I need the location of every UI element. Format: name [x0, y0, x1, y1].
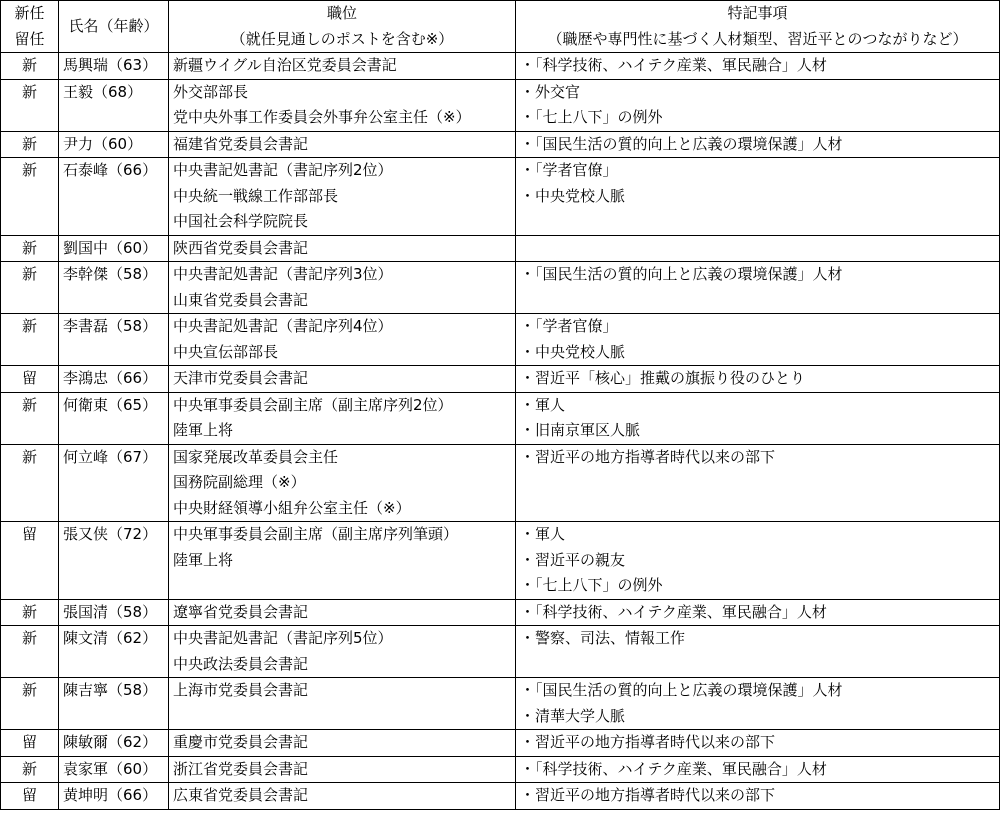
table-row	[1, 599, 1000, 626]
status-value: 新	[21, 134, 37, 153]
notes-cell	[516, 235, 1000, 262]
name-cell	[59, 131, 169, 158]
status-cell	[1, 522, 59, 600]
note-line: ・旧南京軍区人脈	[520, 421, 641, 439]
status-cell	[1, 756, 59, 783]
position-line: 国家発展改革委員会主任	[173, 447, 339, 466]
position-cell	[169, 756, 516, 783]
status-cell	[1, 366, 59, 393]
note-line: ・「七上八下」の例外	[520, 108, 663, 126]
position-line: 陸軍上将	[173, 550, 234, 569]
notes-cell	[516, 678, 1000, 730]
name-cell	[59, 599, 169, 626]
note-line: ・軍人	[520, 395, 566, 414]
status-cell	[1, 678, 59, 730]
name-cell	[59, 730, 169, 757]
position-line: 遼寧省党委員会書記	[173, 602, 309, 621]
position-cell	[169, 392, 516, 444]
position-cell	[169, 783, 516, 810]
table-row	[1, 366, 1000, 393]
position-line: 中央書記処書記（書記序列2位）	[173, 161, 393, 179]
position-line: 中央書記処書記（書記序列4位）	[173, 317, 393, 335]
table-row	[1, 235, 1000, 262]
name-cell	[59, 235, 169, 262]
table-row	[1, 262, 1000, 314]
note-line: ・習近平「核心」推戴の旗振り役のひとり	[520, 369, 806, 387]
status-cell	[1, 626, 59, 678]
notes-cell	[516, 522, 1000, 600]
notes-cell	[516, 756, 1000, 783]
name-age: 李幹傑（58）	[63, 265, 158, 283]
table-row	[1, 522, 1000, 600]
name-cell	[59, 756, 169, 783]
name-age: 劉国中（60）	[63, 238, 158, 257]
position-cell	[169, 599, 516, 626]
status-value: 留	[21, 525, 37, 543]
name-age: 何立峰（67）	[63, 447, 158, 466]
position-cell	[169, 262, 516, 314]
name-cell	[59, 392, 169, 444]
position-line: 中央宣伝部部長	[173, 342, 279, 361]
header-position-line: 職位	[326, 4, 357, 22]
header-status-line: 新任	[14, 4, 45, 22]
name-cell	[59, 626, 169, 678]
position-line: 中央軍事委員会副主席（副主席序列2位）	[173, 395, 453, 414]
name-age: 陳吉寧（58）	[63, 681, 158, 699]
name-age: 張又侠（72）	[63, 525, 158, 543]
note-line: ・「国民生活の質的向上と広義の環境保護」人材	[520, 134, 843, 153]
name-cell	[59, 158, 169, 236]
position-line: 中央政法委員会書記	[173, 654, 309, 673]
table-row	[1, 392, 1000, 444]
note-line: ・「国民生活の質的向上と広義の環境保護」人材	[520, 681, 843, 699]
table-row	[1, 756, 1000, 783]
notes-cell	[516, 158, 1000, 236]
position-line: 中央軍事委員会副主席（副主席序列筆頭）	[173, 525, 459, 543]
table-row	[1, 131, 1000, 158]
name-cell	[59, 522, 169, 600]
position-line: 山東省党委員会書記	[173, 290, 309, 309]
notes-cell	[516, 314, 1000, 366]
status-value: 留	[21, 733, 37, 751]
position-line: 党中央外事工作委員会外事弁公室主任（※）	[173, 108, 471, 126]
status-cell	[1, 314, 59, 366]
position-line: 上海市党委員会書記	[173, 681, 309, 699]
status-cell	[1, 131, 59, 158]
header-name	[59, 1, 169, 53]
notes-cell	[516, 392, 1000, 444]
notes-cell	[516, 730, 1000, 757]
position-line: 外交部部長	[173, 82, 249, 101]
notes-cell	[516, 783, 1000, 810]
position-cell	[169, 678, 516, 730]
position-cell	[169, 522, 516, 600]
status-value: 新	[21, 602, 37, 621]
position-line: 福建省党委員会書記	[173, 134, 309, 153]
header-row	[1, 1, 1000, 53]
note-line: ・「学者官僚」	[520, 317, 618, 335]
note-line: ・中央党校人脈	[520, 342, 626, 361]
status-value: 新	[21, 161, 37, 179]
name-age: 黄坤明（66）	[63, 786, 158, 804]
header-position-line: （就任見通しのポストを含む※）	[230, 29, 454, 48]
name-cell	[59, 262, 169, 314]
name-cell	[59, 53, 169, 80]
status-value: 新	[21, 681, 37, 699]
position-cell	[169, 626, 516, 678]
status-cell	[1, 783, 59, 810]
status-value: 新	[21, 395, 37, 414]
table-row	[1, 783, 1000, 810]
table-row	[1, 678, 1000, 730]
status-cell	[1, 158, 59, 236]
name-age: 何衛東（65）	[63, 395, 158, 414]
status-cell	[1, 599, 59, 626]
table-row	[1, 314, 1000, 366]
name-age: 陳文清（62）	[63, 629, 158, 647]
name-age: 李鴻忠（66）	[63, 369, 158, 387]
status-cell	[1, 392, 59, 444]
notes-cell	[516, 444, 1000, 522]
header-notes	[516, 1, 1000, 53]
name-age: 李書磊（58）	[63, 317, 158, 335]
status-value: 新	[21, 82, 37, 101]
name-age: 袁家軍（60）	[63, 759, 158, 778]
name-age: 馬興瑞（63）	[63, 56, 158, 74]
notes-cell	[516, 53, 1000, 80]
header-notes-line: 特記事項	[727, 4, 788, 22]
position-line: 新疆ウイグル自治区党委員会書記	[173, 56, 397, 74]
position-cell	[169, 158, 516, 236]
table-body	[1, 53, 1000, 810]
name-age: 王毅（68）	[63, 82, 143, 101]
position-line: 中央財経領導小組弁公室主任（※）	[173, 498, 411, 517]
status-cell	[1, 262, 59, 314]
status-cell	[1, 444, 59, 522]
note-line: ・軍人	[520, 525, 566, 543]
note-line: ・外交官	[520, 82, 581, 101]
note-line: ・「科学技術、ハイテク産業、軍民融合」人材	[520, 56, 827, 74]
table-row	[1, 730, 1000, 757]
position-line: 国務院副総理（※）	[173, 473, 306, 491]
position-cell	[169, 131, 516, 158]
name-age: 石泰峰（66）	[63, 161, 158, 179]
status-value: 新	[21, 447, 37, 466]
notes-cell	[516, 366, 1000, 393]
table-row	[1, 626, 1000, 678]
position-cell	[169, 235, 516, 262]
status-cell	[1, 235, 59, 262]
position-cell	[169, 444, 516, 522]
status-cell	[1, 53, 59, 80]
note-line: ・「科学技術、ハイテク産業、軍民融合」人材	[520, 602, 827, 621]
status-value: 留	[21, 369, 37, 387]
name-cell	[59, 444, 169, 522]
position-cell	[169, 730, 516, 757]
note-line: ・「学者官僚」	[520, 161, 618, 179]
position-cell	[169, 314, 516, 366]
notes-cell	[516, 131, 1000, 158]
name-cell	[59, 314, 169, 366]
header-status-line: 留任	[14, 29, 45, 48]
position-line: 中国社会科学院院長	[173, 212, 309, 230]
name-cell	[59, 79, 169, 131]
notes-cell	[516, 626, 1000, 678]
status-value: 新	[21, 317, 37, 335]
header-position	[169, 1, 516, 53]
note-line: ・中央党校人脈	[520, 186, 626, 205]
position-line: 広東省党委員会書記	[173, 786, 309, 804]
status-value: 新	[21, 238, 37, 257]
table-row	[1, 79, 1000, 131]
position-line: 中央統一戦線工作部部長	[173, 186, 339, 205]
status-value: 新	[21, 629, 37, 647]
note-line: ・「七上八下」の例外	[520, 576, 663, 594]
name-cell	[59, 783, 169, 810]
table-row	[1, 158, 1000, 236]
position-cell	[169, 79, 516, 131]
name-age: 陳敏爾（62）	[63, 733, 158, 751]
status-value: 留	[21, 786, 37, 804]
status-cell	[1, 730, 59, 757]
position-line: 中央書記処書記（書記序列5位）	[173, 629, 393, 647]
table-row	[1, 53, 1000, 80]
header-notes-line: （職歴や専門性に基づく人材類型、習近平とのつながりなど）	[547, 29, 968, 48]
note-line: ・「科学技術、ハイテク産業、軍民融合」人材	[520, 759, 827, 778]
name-cell	[59, 678, 169, 730]
name-age: 尹力（60）	[63, 134, 143, 153]
notes-cell	[516, 599, 1000, 626]
header-name-label: 氏名（年齢）	[68, 16, 159, 35]
note-line: ・習近平の地方指導者時代以来の部下	[520, 786, 776, 804]
position-line: 陝西省党委員会書記	[173, 238, 309, 257]
status-value: 新	[21, 56, 37, 74]
note-line: ・習近平の親友	[520, 550, 626, 569]
notes-cell	[516, 262, 1000, 314]
notes-cell	[516, 79, 1000, 131]
position-cell	[169, 366, 516, 393]
note-line: ・習近平の地方指導者時代以来の部下	[520, 447, 776, 466]
status-value: 新	[21, 265, 37, 283]
position-line: 重慶市党委員会書記	[173, 733, 309, 751]
status-cell	[1, 79, 59, 131]
status-value: 新	[21, 759, 37, 778]
table-header	[1, 1, 1000, 53]
table-row	[1, 444, 1000, 522]
note-line: ・警察、司法、情報工作	[520, 629, 686, 647]
position-line: 天津市党委員会書記	[173, 369, 309, 387]
name-cell	[59, 366, 169, 393]
header-status	[1, 1, 59, 53]
position-line: 陸軍上将	[173, 421, 234, 439]
note-line: ・清華大学人脈	[520, 706, 626, 725]
note-line: ・「国民生活の質的向上と広義の環境保護」人材	[520, 265, 843, 283]
position-cell	[169, 53, 516, 80]
note-line: ・習近平の地方指導者時代以来の部下	[520, 733, 776, 751]
position-line: 浙江省党委員会書記	[173, 759, 309, 778]
name-age: 張国清（58）	[63, 602, 158, 621]
position-line: 中央書記処書記（書記序列3位）	[173, 265, 393, 283]
